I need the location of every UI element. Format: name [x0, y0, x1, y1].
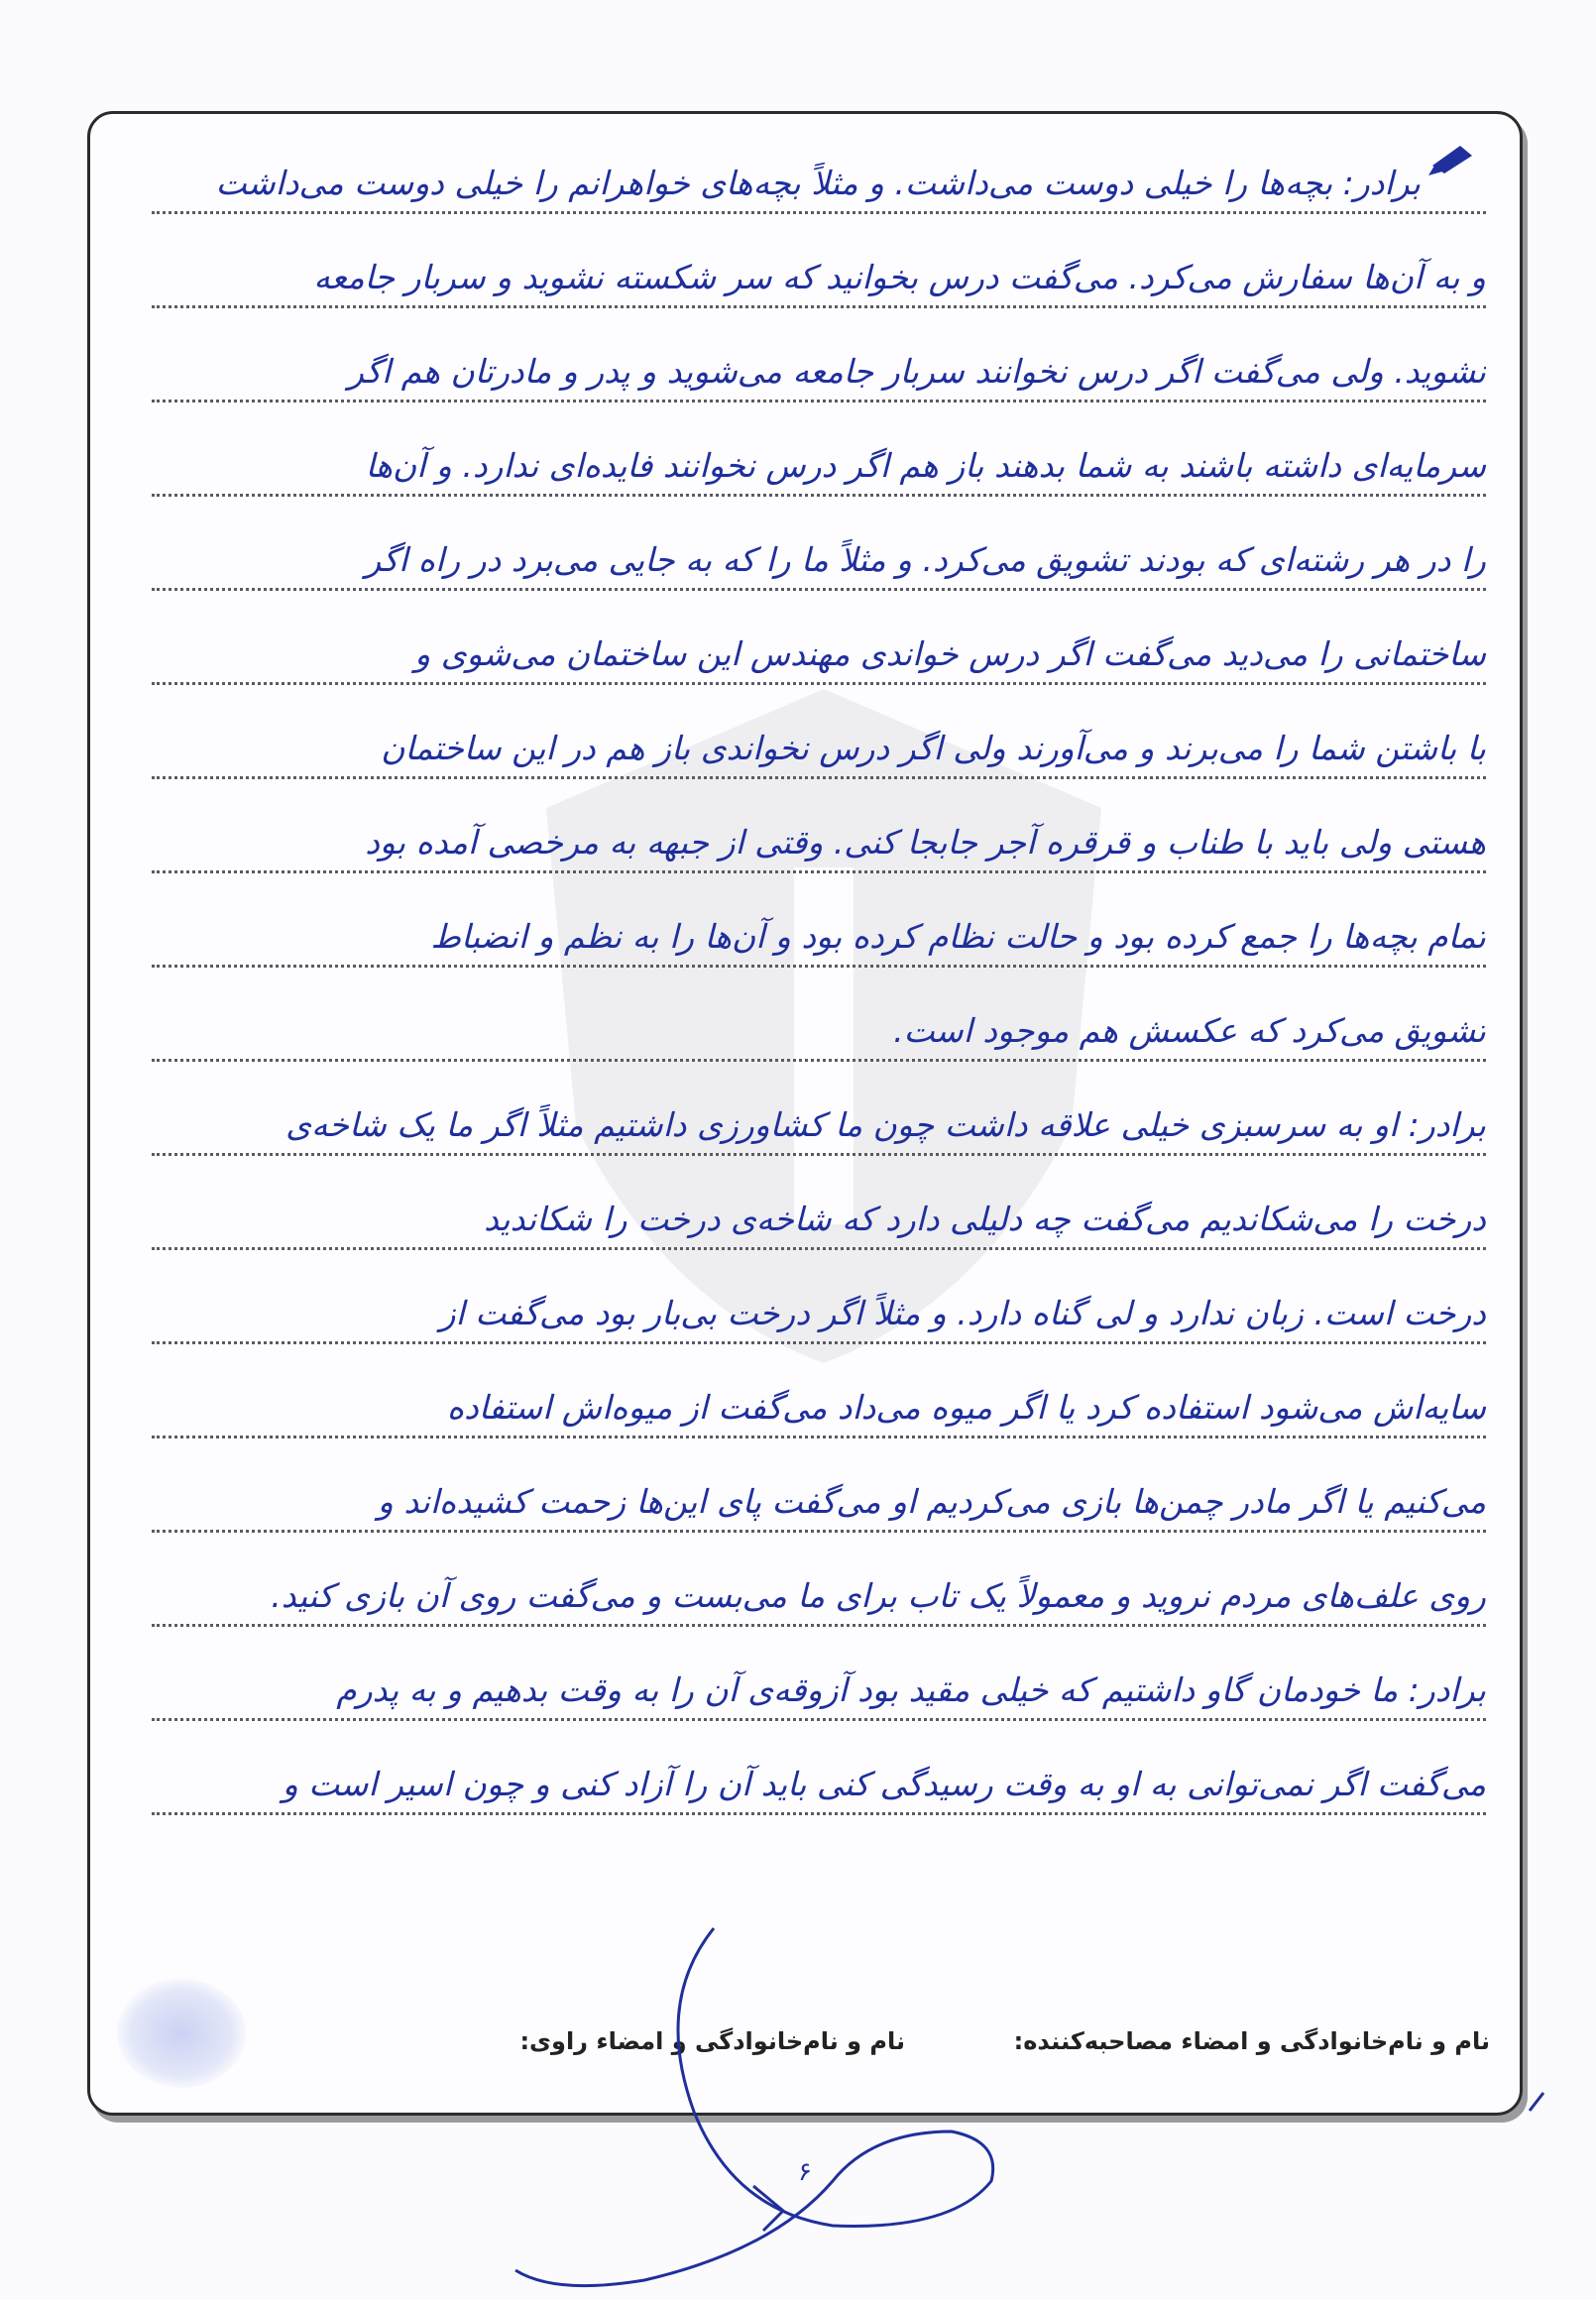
interviewer-signature-label: نام و نام‌خانوادگی و امضاء مصاحبه‌کننده:	[1013, 2027, 1490, 2055]
narrator-signature-label: نام و نام‌خانوادگی و امضاء راوی:	[519, 2027, 905, 2055]
handwritten-line: سرمایه‌ای داشته باشند به شما بدهند باز هم اگر درس نخوانند فایده‌ای ندارد. و آن‌ها	[365, 446, 1486, 485]
handwritten-line: می‌کنیم یا اگر مادر چمن‌ها بازی می‌کردیم او می‌گفت پای این‌ها زحمت کشیده‌اند و	[377, 1482, 1486, 1521]
handwritten-line: و به آن‌ها سفارش می‌کرد. می‌گفت درس بخوانید که سر شکسته نشوید و سربار جامعه	[313, 258, 1486, 296]
handwritten-line: برادر: بچه‌ها را خیلی دوست می‌داشت. و مثلاً بچه‌های خواهرانم را خیلی دوست می‌داشت	[215, 164, 1421, 202]
handwritten-line: درخت را می‌شکاندیم می‌گفت چه دلیلی دارد که شاخه‌ی درخت را شکاندید	[484, 1200, 1486, 1238]
page-number: ۶	[798, 2157, 812, 2187]
handwritten-line: تشویق می‌کرد که عکسش هم موجود است.	[893, 1011, 1486, 1050]
handwritten-line: برادر: او به سرسبزی خیلی علاقه داشت چون ما کشاورزی داشتیم مثلاً اگر ما یک شاخه‌ی	[285, 1105, 1486, 1144]
handwritten-line: سایه‌اش می‌شود استفاده کرد یا اگر میوه می‌داد می‌گفت از میوه‌اش استفاده	[446, 1388, 1486, 1427]
handwritten-line: هستی ولی باید با طناب و قرقره آجر جابجا کنی. وقتی از جبهه به مرخصی آمده بود	[365, 823, 1486, 862]
handwritten-line: تمام بچه‌ها را جمع کرده بود و حالت نظام کرده بود و آن‌ها را به نظم و انضباط	[430, 917, 1486, 956]
handwritten-line: درخت است. زبان ندارد و لی گناه دارد. و مثلاً اگر درخت بی‌بار بود می‌گفت از	[439, 1294, 1486, 1332]
handwritten-line: می‌گفت اگر نمی‌توانی به او به وقت رسیدگی کنی باید آن را آزاد کنی و چون اسیر است و	[282, 1765, 1486, 1803]
fingerprint-stamp	[117, 1979, 246, 2088]
handwritten-line: نشوید. ولی می‌گفت اگر درس نخوانند سربار جامعه می‌شوید و پدر و مادرتان هم اگر	[348, 352, 1486, 391]
handwritten-line: برادر: ما خودمان گاو داشتیم که خیلی مقید بود آزوقه‌ی آن را به وقت بدهیم و به پدرم	[336, 1670, 1486, 1709]
handwritten-line: با باشتن شما را می‌برند و می‌آورند ولی اگر درس نخواندی باز هم در این ساختمان	[381, 729, 1486, 767]
stray-pen-mark-icon	[1522, 2087, 1551, 2117]
handwritten-line: را در هر رشته‌ای که بودند تشویق می‌کرد. و مثلاً ما را که به جایی می‌برد در راه اگر	[365, 540, 1486, 579]
handwritten-line: روی علف‌های مردم نروید و معمولاً یک تاب برای ما می‌بست و می‌گفت روی آن بازی کنید.	[271, 1576, 1486, 1615]
handwritten-line: ساختمانی را می‌دید می‌گفت اگر درس خواندی مهندس این ساختمان می‌شوی و	[414, 634, 1486, 673]
